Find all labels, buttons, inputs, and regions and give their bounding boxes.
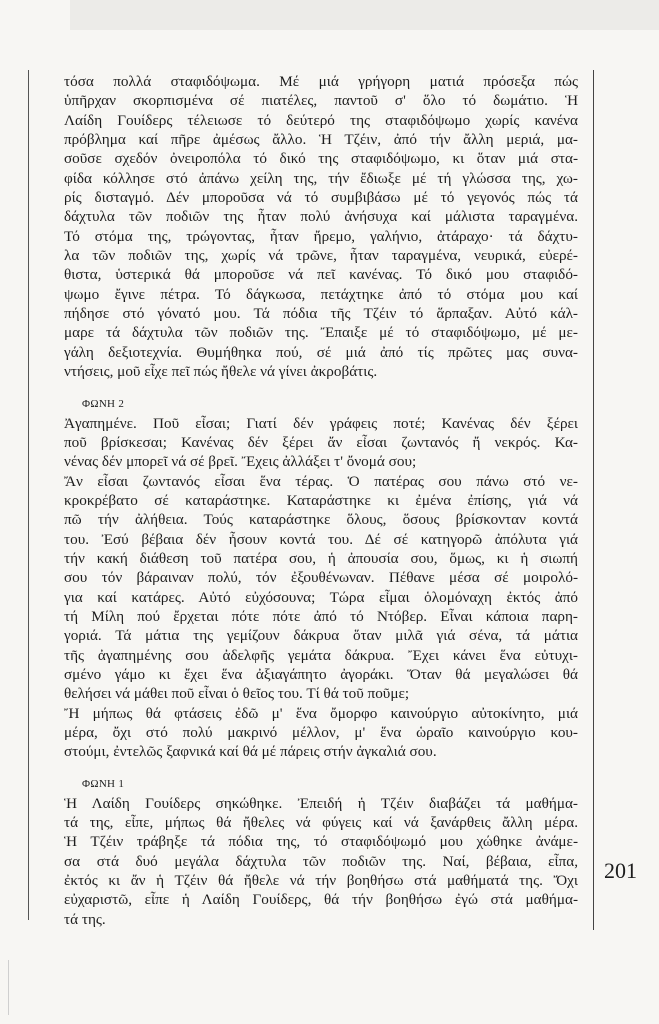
text-line: εὐχαριστῶ, εἶπε ἡ Λαίδη Γουίδερς, θά τήν βοηθήσω ἐγώ στά μαθήμα- bbox=[64, 891, 578, 909]
text-line: Ἡ Τζέιν τράβηξε τά πόδια της, τό σταφιδόψωμό μου χώθηκε ἀνάμε- bbox=[64, 833, 578, 851]
text-line: πῶ τήν ἀλήθεια. Τούς καταράστηκε ὅλους, ὅσους βρίσκονταν κοντά bbox=[64, 511, 578, 529]
text-line: σμένο γάμο κι ἔχει ἕνα ἀξιαγάπητο ἀγοράκι. Ὅταν θά μεγαλώσει θά bbox=[64, 665, 578, 683]
text-line: πήδησε στό γόνατό μου. Τά πόδια τῆς Τζέιν τό ἅρπαξαν. Αὐτό κάλ- bbox=[64, 305, 578, 323]
text-line: σοῦσε σχεδόν ὀνειροπόλα τό δικό της σταφιδόψωμο, κι ὅταν μιά στα- bbox=[64, 150, 578, 168]
page-body-text bbox=[64, 72, 578, 929]
text-line: τόσα πολλά σταφιδόψωμα. Μέ μιά γρήγορη ματιά πρόσεξα πώς bbox=[64, 73, 578, 90]
text-line: τή Μίλη πού ἔρχεται πότε πότε ἀπό τό Ντόβερ. Εἶναι κάποια παρη- bbox=[64, 607, 578, 625]
text-line: Ἄν εἶσαι ζωντανός εἶσαι ἕνα τέρας. Ὁ πατέρας σου πάνω στό νε- bbox=[64, 472, 578, 490]
paragraph bbox=[64, 794, 578, 929]
text-line: σου τόν βάραιναν πολύ, τόν ἐξουθένωναν. Πέθανε μέσα σέ μοιρολό- bbox=[64, 569, 578, 587]
text-line: ποῦ βρίσκεσαι; Κανένας δέν ξέρει ἄν εἶσαι ζωντανός ἤ νεκρός. Κα- bbox=[64, 433, 578, 451]
text-line: για καί κατάρες. Αὐτό εὐχόσουνα; Τώρα εἶμαι ὁλομόναχη ἐκτός ἀπό bbox=[64, 588, 578, 606]
text-line: ψωμο ἔγινε πέτρα. Τό δάγκωσα, πετάχτηκε ἀπό τό στόμα μου καί bbox=[64, 285, 578, 303]
right-margin-rule bbox=[593, 70, 594, 930]
text-line: νένας δέν μπορεῖ νά σέ βρεῖ. Ἔχεις ἀλλάξει τ' ὄνομά σου; bbox=[64, 453, 417, 471]
text-line: Ἀγαπημένε. Ποῦ εἶσαι; Γιατί δέν γράφεις ποτέ; Κανένας δέν ξέρει bbox=[64, 414, 578, 432]
paragraph bbox=[64, 414, 578, 472]
text-line: στούμι, ἐντελῶς ξαφνικά καί θά μέ πάρεις στήν ἀγκαλιά σου. bbox=[64, 743, 437, 761]
text-line: λα τῶν ποδιῶν της, χωρίς νά τρῶνε, ἦταν ταραγμένα, νευρικά, εὐερέ- bbox=[64, 247, 578, 265]
speaker-label: ΦΩΝΗ 1 bbox=[82, 777, 125, 790]
speaker-label: ΦΩΝΗ 2 bbox=[82, 397, 125, 410]
text-line: γοριά. Τά μάτια της γεμίζουν δάκρυα ὅταν μιλᾶ γιά σένα, τά μάτια bbox=[64, 627, 578, 645]
left-edge-mark bbox=[8, 960, 9, 1015]
text-line: φίδα κόλλησε στό ἀπάνω χείλη της, τήν ἔδιωξε μέ τή γλώσσα της, χω- bbox=[64, 169, 578, 187]
scan-top-shadow bbox=[70, 0, 659, 30]
text-line: τῆς ἀγαπημένης σου ἀδελφῆς γεμάτα δάκρυα. Ἔχει κάνει ἕνα εὐτυχι- bbox=[64, 646, 578, 664]
text-line: μαρε τά δάχτυλα τῶν ποδιῶν της. Ἔπαιξε μέ τό σταφιδόψωμο, μέ με- bbox=[64, 324, 578, 342]
text-line: γάλη δεξιοτεχνία. Θυμήθηκα πού, σέ μιά ἀπό τίς πρῶτες μας συνα- bbox=[64, 343, 578, 361]
text-line: ὑπῆρχαν σκορπισμένα σέ πιατέλες, παντοῦ σ' ὅλο τό δωμάτιο. Ἡ bbox=[64, 92, 578, 110]
text-line: σα στά δυό μεγάλα δάχτυλα τῶν ποδιῶν της. Ναί, βέβαια, εἶπα, bbox=[64, 852, 578, 870]
text-line: θελήσει νά μάθει ποῦ εἶναι ὁ θεῖος του. Τί θά τοῦ ποῦμε; bbox=[64, 685, 410, 703]
paragraph bbox=[64, 704, 578, 762]
paragraph bbox=[64, 472, 578, 704]
text-line: ρίς δισταγμό. Δέν μποροῦσα νά τό συμβιβάσω μέ τό γεγονός πώς τά bbox=[64, 189, 578, 207]
text-line: Λαίδη Γουίδερς τέλειωσε τό δεύτερό της σταφιδόψωμο χωρίς κανένα bbox=[64, 111, 578, 129]
text-line: ἐκτός κι ἄν ἡ Τζέιν θά ἤθελε νά τήν βοηθήσω στά μαθήματά της. Ὄχι bbox=[64, 872, 578, 890]
page-number: 201 bbox=[604, 858, 637, 883]
text-line: Τό στόμα της, τρώγοντας, ἦταν ἤρεμο, γαλήνιο, ἀτάραχο· τά δάχτυ- bbox=[64, 227, 578, 245]
text-line: του. Ἐσύ βέβαια δέν ἦσουν κοντά του. Δέ σέ κατηγορῶ ἀπόλυτα γιά bbox=[64, 530, 578, 548]
left-margin-rule bbox=[28, 70, 29, 920]
text-line: ντήσεις, μοῦ εἶχε πεῖ πώς ἤθελε νά γίνει ἀκροβάτις. bbox=[64, 363, 378, 381]
text-line: μέρα, ὄχι στό πολύ μακρινό μέλλον, μ' ἕνα ὡραῖο καινούργιο κου- bbox=[64, 724, 578, 741]
paragraph bbox=[64, 72, 578, 382]
text-line: τά της. bbox=[64, 910, 106, 928]
text-line: τά της, εἶπε, μήπως θά ἤθελες νά φύγεις καί νά ξανάρθεις ἄλλη μέρα. bbox=[64, 814, 578, 832]
text-line: τήν κακή διάθεση τοῦ πατέρα σου, ἡ ἀπουσία σου, ὅμως, κι ἡ σιωπή bbox=[64, 549, 578, 567]
text-line: δάχτυλα τῶν ποδιῶν της ἦταν πολύ ἀνήσυχα καί μάλιστα ταραγμένα. bbox=[64, 208, 578, 226]
text-line: κροκρέβατο σέ καταράστηκε. Καταράστηκε κι ἐμένα ἐπίσης, γιά νά bbox=[64, 491, 578, 509]
text-line: Ἡ Λαίδη Γουίδερς σηκώθηκε. Ἐπειδή ἡ Τζέιν διαβάζει τά μαθήμα- bbox=[64, 794, 578, 812]
text-line: Ἤ μήπως θά φτάσεις ἐδῶ μ' ἕνα ὄμορφο καινούργιο αὐτοκίνητο, μιά bbox=[64, 704, 578, 722]
text-line: θιστα, ὑστερικά θά μποροῦσε νά πεῖ κανένας. Τό δικό μου σταφιδό- bbox=[64, 266, 578, 284]
text-line: πρόβλημα καί πῆρε ἀμέσως ἄλλο. Ἡ Τζέιν, ἀπό τήν ἄλλη μεριά, μα- bbox=[64, 131, 578, 149]
